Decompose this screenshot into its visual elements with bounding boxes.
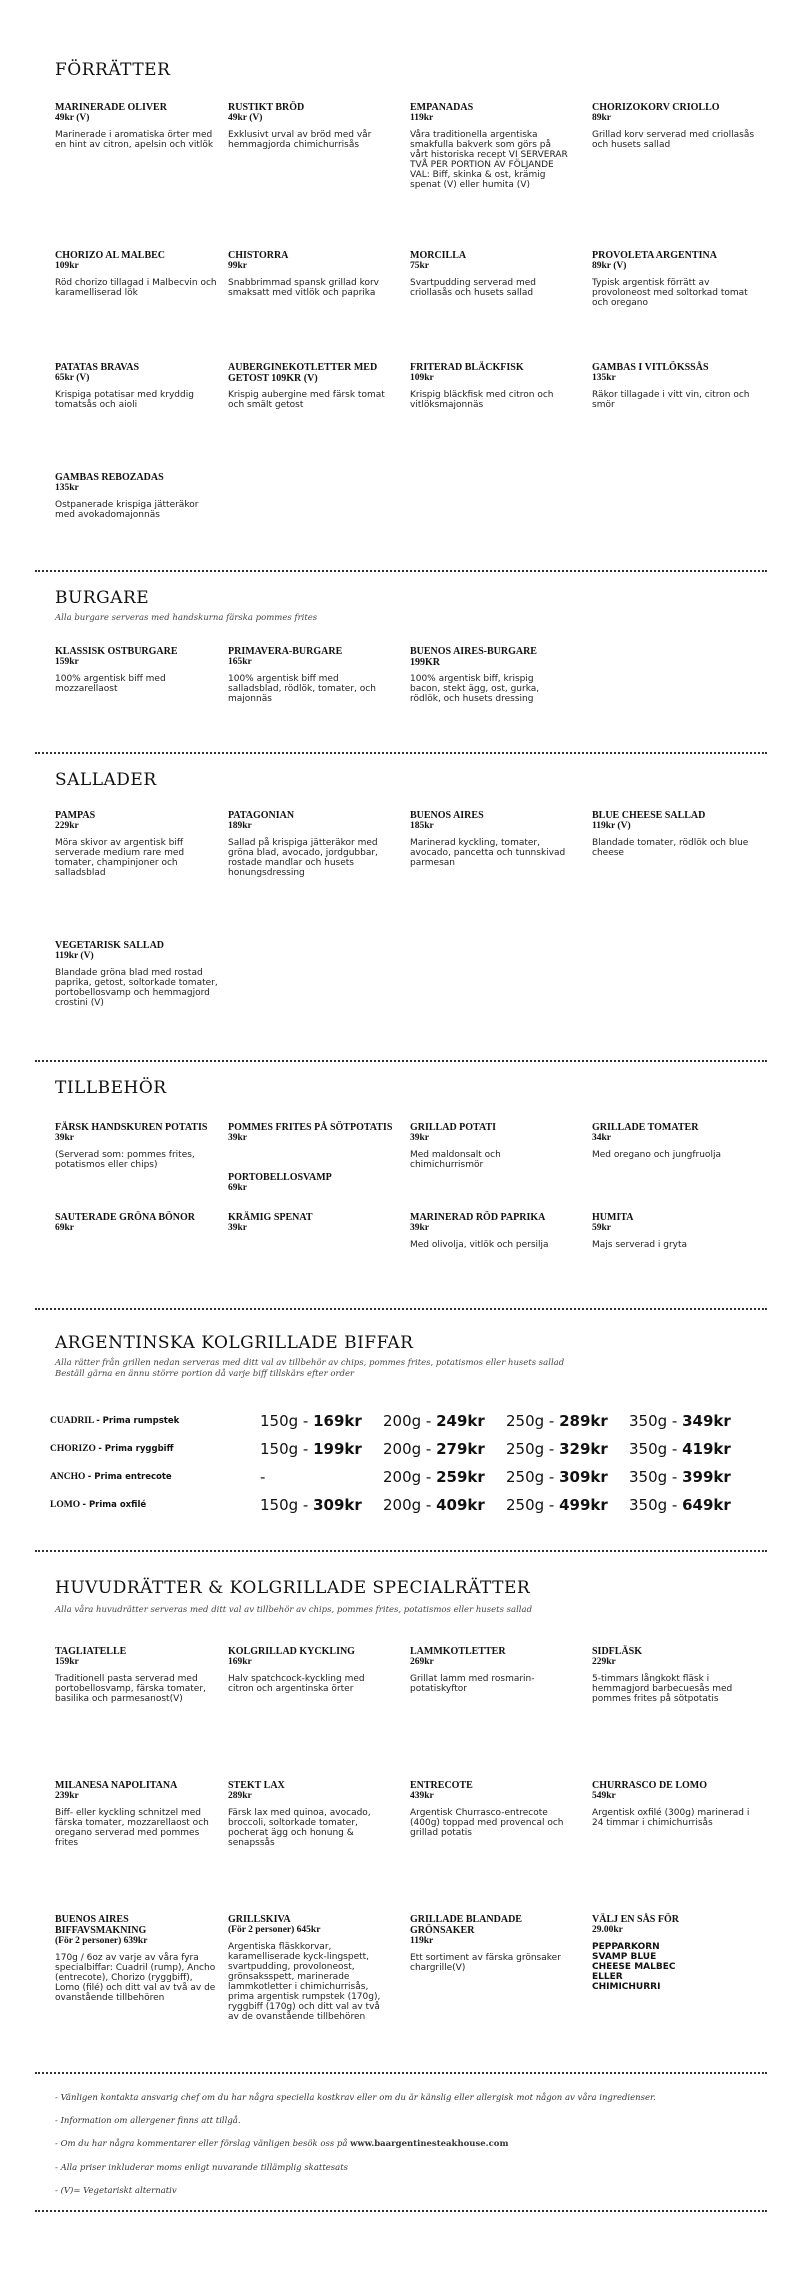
steak-price-250: 250g - 309kr (506, 1468, 608, 1486)
menu-item (55, 1914, 220, 2003)
menu-item (410, 810, 575, 868)
item-description: Räkor tillagade i vitt vin, citron och smör (592, 390, 750, 410)
item-price: 119kr (410, 113, 434, 123)
section-subtitle: Alla våra huvudrätter serveras med ditt val av tillbehör av chips, pommes frites, potatismos eller husets sallad (55, 1605, 533, 1615)
item-price: 39kr (410, 1133, 429, 1143)
item-description: Typisk argentisk förrätt av provoloneost med soltorkad tomat och oregano (592, 278, 748, 308)
menu-item (592, 102, 757, 150)
steak-row (50, 1440, 770, 1460)
item-name: GRILLSKIVA (228, 1914, 291, 1925)
item-description: 100% argentisk biff, krispig bacon, stekt ägg, ost, gurka, rödlök, och husets dressing (410, 674, 540, 704)
steak-cut-desc: - Prima entrecote (87, 1472, 172, 1482)
menu-item (228, 1172, 393, 1200)
item-name: TAGLIATELLE (55, 1646, 127, 1657)
steak-price-150: 150g - 199kr (260, 1440, 362, 1458)
item-price: 65kr (V) (55, 373, 90, 383)
item-name: ENTRECOTE (410, 1780, 473, 1791)
item-description: Med oregano och jungfruolja (592, 1150, 721, 1160)
item-name: GAMBAS I VITLÖKSSÅS (592, 362, 709, 373)
item-description: Möra skivor av argentisk biff serverade medium rare med tomater, champinjoner och salladsblad (55, 838, 185, 878)
item-price: 135kr (55, 483, 79, 493)
item-name: MORCILLA (410, 250, 467, 261)
item-description: Med maldonsalt och chimichurrismör (410, 1150, 501, 1170)
item-name: EMPANADAS (410, 102, 474, 113)
section-title-tillbehor: TILLBEHÖR (55, 1078, 167, 1098)
item-price: 239kr (55, 1791, 79, 1801)
steak-price-150: 150g - 309kr (260, 1496, 362, 1514)
steak-cut-desc: - Prima ryggbiff (98, 1444, 174, 1454)
menu-item (410, 362, 575, 410)
item-price: 109kr (55, 261, 79, 271)
item-name: SAUTERADE GRÖNA BÖNOR (55, 1212, 196, 1223)
item-description: Halv spatchcock-kyckling med citron och argentinska örter (228, 1674, 365, 1694)
item-price: 109kr (410, 373, 434, 383)
menu-item (228, 102, 393, 150)
menu-item (55, 810, 220, 878)
footer-note: - Alla priser inkluderar moms enligt nuvarande tillämplig skattesats (55, 2163, 348, 2173)
item-description: Krispig aubergine med färsk tomat och smält getost (228, 390, 385, 410)
item-price: 119kr (V) (55, 951, 94, 961)
steak-cut (50, 1500, 146, 1510)
item-price: 185kr (410, 821, 434, 831)
menu-item (592, 1212, 757, 1250)
footer-note (55, 2139, 508, 2149)
menu-item (228, 810, 393, 878)
section-divider (35, 570, 767, 572)
item-name: PORTOBELLOSVAMP (228, 1172, 332, 1183)
item-price: 549kr (592, 1791, 616, 1801)
item-price: 269kr (410, 1657, 434, 1667)
item-name: BUENOS AIRES (410, 810, 484, 821)
item-description: Färsk lax med quinoa, avocado, broccoli, soltorkade tomater, pocherat ägg och honung & senapssås (228, 1808, 371, 1848)
steak-row (50, 1496, 770, 1516)
item-name: CHORIZOKORV CRIOLLO (592, 102, 720, 113)
item-description: Röd chorizo tillagad i Malbecvin och karamelliserad lök (55, 278, 217, 298)
menu-item (592, 362, 757, 410)
item-price: 119kr (410, 1936, 434, 1946)
steak-cut-name: CHORIZO (50, 1444, 96, 1454)
website-link[interactable]: www.baargentinesteakhouse.com (350, 2139, 509, 2149)
section-divider (35, 2210, 767, 2212)
item-description: Blandade gröna blad med rostad paprika, getost, soltorkade tomater, portobellosvamp och hemmagjord crostini (V) (55, 968, 218, 1008)
item-price: 169kr (228, 1657, 252, 1667)
item-price: 39kr (55, 1133, 74, 1143)
item-description: Exklusivt urval av bröd med vår hemmagjorda chimichurrisås (228, 130, 372, 150)
section-divider (35, 1060, 767, 1062)
section-divider (35, 2072, 767, 2074)
steak-cut (50, 1444, 173, 1454)
item-description: PEPPARKORN SVAMP BLUE CHEESE MALBEC ELLER CHIMICHURRI (592, 1942, 676, 1992)
menu-item (410, 1212, 575, 1250)
menu-item (55, 472, 220, 520)
menu-item (410, 1914, 575, 1973)
menu-item (228, 1780, 393, 1848)
steak-row (50, 1468, 770, 1488)
footer-note-text: - Om du har några kommentarer eller förslag vänligen besök oss på (55, 2139, 348, 2149)
footer-note: - (V)= Vegetariskt alternativ (55, 2186, 177, 2196)
item-price: 39kr (228, 1223, 247, 1233)
item-description: Med olivolja, vitlök och persilja (410, 1240, 549, 1250)
item-price: 69kr (228, 1183, 247, 1193)
menu-item (410, 1646, 575, 1694)
section-title-biffar: ARGENTINSKA KOLGRILLADE BIFFAR (55, 1333, 414, 1353)
menu-item (592, 1646, 757, 1704)
item-price: 439kr (410, 1791, 434, 1801)
menu-item (55, 646, 220, 694)
section-divider (35, 1308, 767, 1310)
item-name: GAMBAS REBOZADAS (55, 472, 164, 483)
section-title-sallader: SALLADER (55, 770, 157, 790)
menu-item (55, 362, 220, 410)
item-price: 99kr (228, 261, 247, 271)
item-name: RUSTIKT BRÖD (228, 102, 305, 113)
item-price: 89kr (V) (592, 261, 627, 271)
item-name: PRIMAVERA-BURGARE (228, 646, 343, 657)
item-name: VÄLJ EN SÅS FÖR (592, 1914, 679, 1925)
menu-item (410, 102, 570, 190)
item-name: BUENOS AIRES-BURGARE 199KR (410, 646, 537, 668)
item-price: 34kr (592, 1133, 611, 1143)
menu-item (410, 250, 575, 298)
item-description: Majs serverad i gryta (592, 1240, 688, 1250)
steak-price-200: 200g - 249kr (383, 1412, 485, 1430)
menu-item (410, 1780, 575, 1838)
item-name: BUENOS AIRES BIFFAVSMAKNING (55, 1914, 147, 1936)
item-description: Sallad på krispiga jätteräkor med gröna blad, avocado, jordgubbar, rostade mandlar och husets honungsdressing (228, 838, 378, 878)
menu-item (55, 1646, 220, 1704)
item-name: LAMMKOTLETTER (410, 1646, 506, 1657)
steak-price-200: 200g - 409kr (383, 1496, 485, 1514)
footer-note: - Vänligen kontakta ansvarig chef om du har några speciella kostkrav eller om du är känslig eller allergisk mot någon av våra ingredienser. (55, 2093, 656, 2103)
item-name: MILANESA NAPOLITANA (55, 1780, 178, 1791)
item-name: HUMITA (592, 1212, 634, 1223)
item-name: GRILLADE BLANDADE GRÖNSAKER (410, 1914, 522, 1936)
item-price: 119kr (V) (592, 821, 631, 831)
menu-item (55, 102, 220, 150)
menu-item (592, 810, 772, 858)
item-name: KLASSISK OSTBURGARE (55, 646, 178, 657)
steak-cut (50, 1416, 179, 1426)
item-description: 100% argentisk biff med mozzarellaost (55, 674, 166, 694)
menu-item (592, 1780, 757, 1828)
steak-row (50, 1412, 770, 1432)
item-price: 59kr (592, 1223, 611, 1233)
menu-item (410, 646, 550, 704)
item-description: Krispiga potatisar med kryddig tomatsås och aioli (55, 390, 194, 410)
item-description: Snabbrimmad spansk grillad korv smaksatt med vitlök och paprika (228, 278, 379, 298)
item-name: SIDFLÄSK (592, 1646, 643, 1657)
menu-item (55, 1212, 220, 1240)
item-price: 75kr (410, 261, 429, 271)
steak-price-350: 350g - 399kr (629, 1468, 731, 1486)
item-name: GRILLAD POTATI (410, 1122, 497, 1133)
menu-item (228, 250, 393, 298)
footer-note: - Information om allergener finns att tillgå. (55, 2116, 241, 2126)
item-description: 170g / 6oz av varje av våra fyra specialbiffar: Cuadril (rump), Ancho (entrecote), Chorizo (ryggbiff), Lomo (filé) och ditt val av två av de ovanstående tillbehören (55, 1953, 216, 2003)
item-price: 229kr (592, 1657, 616, 1667)
item-price: 229kr (55, 821, 79, 831)
menu-item (228, 1914, 393, 2022)
steak-cut-name: LOMO (50, 1500, 81, 1510)
item-price: 159kr (55, 1657, 79, 1667)
menu-item (55, 1780, 220, 1848)
item-description: Marinerade i aromatiska örter med en hint av citron, apelsin och vitlök (55, 130, 214, 150)
item-name: KOLGRILLAD KYCKLING (228, 1646, 355, 1657)
item-name: FÄRSK HANDSKUREN POTATIS (55, 1122, 208, 1133)
item-description: Traditionell pasta serverad med portobellosvamp, färska tomater, basilika och parmesanost(V) (55, 1674, 206, 1704)
item-description: Argentisk Churrasco-entrecote (400g) toppad med provencal och grillad potatis (410, 1808, 564, 1838)
item-description: Blandade tomater, rödlök och blue cheese (592, 838, 749, 858)
steak-cut-desc: - Prima rumpstek (96, 1416, 180, 1426)
item-price: (För 2 personer) 639kr (55, 1936, 148, 1946)
steak-cut-name: CUADRIL (50, 1416, 94, 1426)
item-price: 165kr (228, 657, 252, 667)
item-description: Marinerad kyckling, tomater, avocado, pancetta och tunnskivad parmesan (410, 838, 566, 868)
item-name: STEKT LAX (228, 1780, 285, 1791)
item-price: 39kr (228, 1133, 247, 1143)
menu-item (228, 1122, 393, 1150)
item-name: BLUE CHEESE SALLAD (592, 810, 706, 821)
item-description: Ostpanerade krispiga jätteräkor med avokadomajonnäs (55, 500, 199, 520)
item-price: 49kr (V) (228, 113, 263, 123)
section-title-huvudratter: HUVUDRÄTTER & KOLGRILLADE SPECIALRÄTTER (55, 1578, 531, 1598)
steak-price-350: 350g - 649kr (629, 1496, 731, 1514)
item-price: (För 2 personer) 645kr (228, 1925, 321, 1935)
item-price: 49kr (V) (55, 113, 90, 123)
item-description: Argentisk oxfilé (300g) marinerad i 24 timmar i chimichurrisås (592, 1808, 750, 1828)
item-name: PATAGONIAN (228, 810, 295, 821)
item-name: AUBERGINEKOTLETTER MED GETOST 109KR (V) (228, 362, 378, 384)
item-price: 69kr (55, 1223, 74, 1233)
section-subtitle: Alla rätter från grillen nedan serveras med ditt val av tillbehör av chips, pommes frites, potatismos eller husets sallad (55, 1358, 565, 1368)
item-price: 29.00kr (592, 1925, 623, 1935)
item-name: FRITERAD BLÄCKFISK (410, 362, 524, 373)
item-name: CHORIZO AL MALBEC (55, 250, 166, 261)
steak-cut-desc: - Prima oxfilé (82, 1500, 147, 1510)
item-price: 189kr (228, 821, 252, 831)
steak-price-150: 150g - 169kr (260, 1412, 362, 1430)
menu-item (228, 1646, 393, 1694)
steak-cut (50, 1472, 172, 1482)
steak-price-200: 200g - 279kr (383, 1440, 485, 1458)
menu-item (228, 362, 398, 410)
item-name: CHURRASCO DE LOMO (592, 1780, 708, 1791)
item-name: POMMES FRITES PÅ SÖTPOTATIS (228, 1122, 393, 1133)
item-price: 89kr (592, 113, 611, 123)
item-name: MARINERADE OLIVER (55, 102, 167, 113)
item-description: Svartpudding serverad med criollasås och husets sallad (410, 278, 536, 298)
item-description: Biff- eller kyckling schnitzel med färska tomater, mozzarellaost och oregano serverad med pommes frites (55, 1808, 209, 1848)
item-name: GRILLADE TOMATER (592, 1122, 699, 1133)
section-subtitle: Alla burgare serveras med handskurna färska pommes frites (55, 613, 318, 623)
item-description: Krispig bläckfisk med citron och vitlöksmajonnäs (410, 390, 554, 410)
item-description: Grillat lamm med rosmarin-potatiskyftor (410, 1674, 535, 1694)
steak-price-250: 250g - 499kr (506, 1496, 608, 1514)
steak-price-150: - (260, 1468, 266, 1486)
section-divider (35, 752, 767, 754)
section-title-forratter: FÖRRÄTTER (55, 60, 171, 80)
item-name: MARINERAD RÖD PAPRIKA (410, 1212, 546, 1223)
section-subtitle: Beställ gärna en ännu större portion då varje biff tillskärs efter order (55, 1369, 355, 1379)
steak-price-200: 200g - 259kr (383, 1468, 485, 1486)
item-name: VEGETARISK SALLAD (55, 940, 165, 951)
menu-item (592, 250, 757, 308)
item-price: 39kr (410, 1223, 429, 1233)
item-name: KRÄMIG SPENAT (228, 1212, 313, 1223)
item-name: CHISTORRA (228, 250, 289, 261)
item-description: Grillad korv serverad med criollasås och husets sallad (592, 130, 755, 150)
item-description: (Serverad som: pommes frites, potatismos eller chips) (55, 1150, 195, 1170)
section-divider (35, 1550, 767, 1552)
menu-item (228, 646, 393, 704)
menu-item (592, 1122, 757, 1160)
steak-price-350: 350g - 419kr (629, 1440, 731, 1458)
menu-item (55, 1122, 220, 1170)
item-description: Ett sortiment av färska grönsaker chargrille(V) (410, 1953, 561, 1973)
item-name: PATATAS BRAVAS (55, 362, 140, 373)
item-description: 5-timmars långkokt fläsk i hemmagjord barbecuesås med pommes frites på sötpotatis (592, 1674, 733, 1704)
item-description: Argentiska fläskkorvar, karamelliserade kyck-lingspett, svartpudding, provoloneost, grönsaksspett, marinerade lammkotletter i chimichurrisås, prima argentisk rumpstek (170g), ryggbiff (170g) och ditt val av två av de ovanstående tillbehören (228, 1942, 381, 2022)
menu-item (55, 250, 220, 298)
menu-item (228, 1212, 393, 1240)
section-title-burgare: BURGARE (55, 588, 150, 608)
item-price: 159kr (55, 657, 79, 667)
steak-cut-name: ANCHO (50, 1472, 86, 1482)
steak-price-250: 250g - 289kr (506, 1412, 608, 1430)
menu-item (55, 940, 220, 1008)
item-price: 135kr (592, 373, 616, 383)
steak-price-350: 350g - 349kr (629, 1412, 731, 1430)
item-price: 289kr (228, 1791, 252, 1801)
item-name: PROVOLETA ARGENTINA (592, 250, 717, 261)
menu-item (410, 1122, 575, 1170)
item-name: PAMPAS (55, 810, 96, 821)
menu-item (592, 1914, 687, 1992)
item-description: Våra traditionella argentiska smakfulla bakverk som görs på vårt historiska recept VI SERVERAR TVÅ PER PORTION AV FÖLJANDE VAL: Biff, skinka & ost, krämig spenat (V) eller humita (V) (410, 130, 568, 190)
steak-price-250: 250g - 329kr (506, 1440, 608, 1458)
item-description: 100% argentisk biff med salladsblad, rödlök, tomater, och majonnäs (228, 674, 376, 704)
